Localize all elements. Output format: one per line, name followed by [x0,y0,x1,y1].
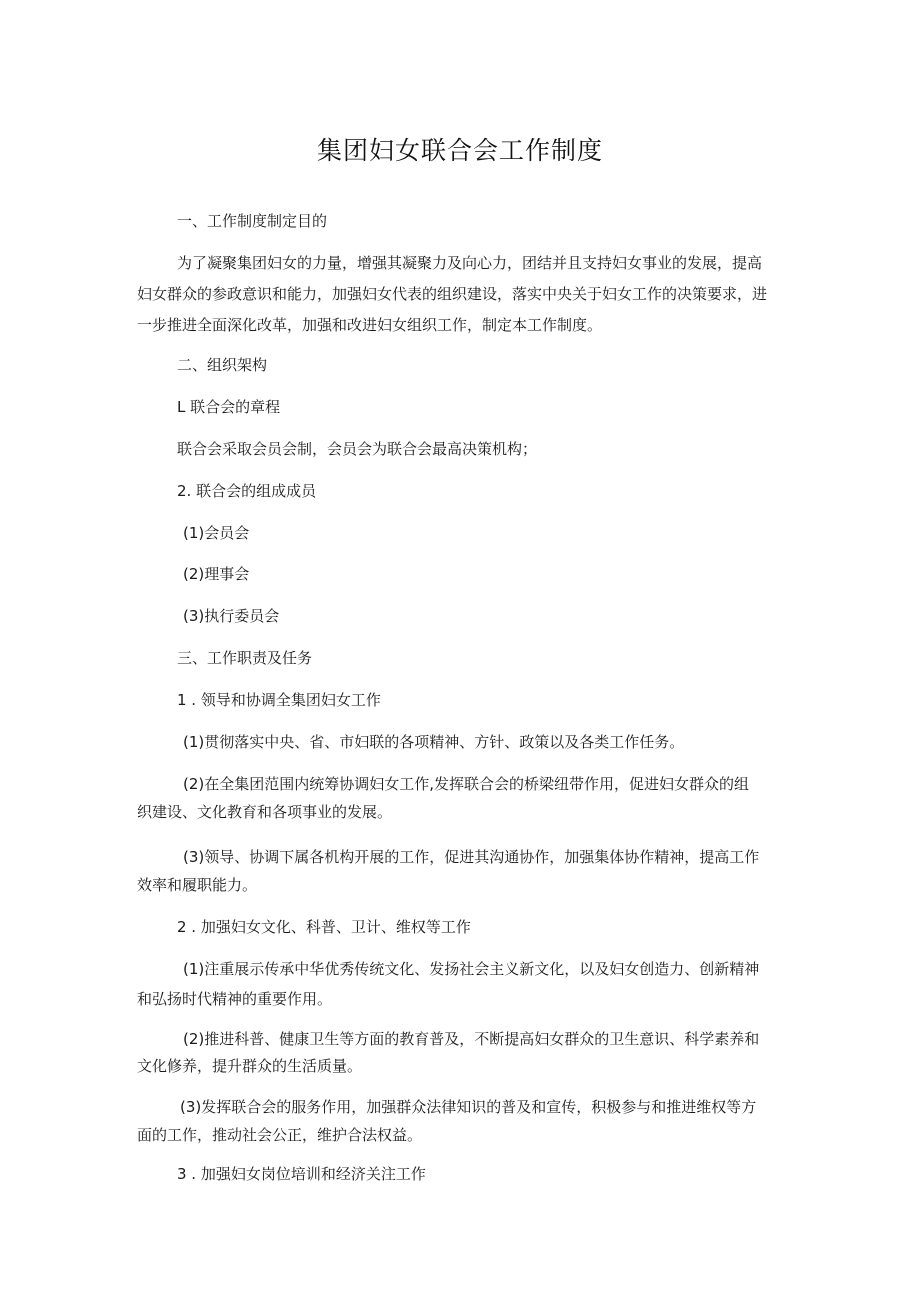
paragraph-line: 文化修养，提升群众的生活质量。 [137,1057,363,1075]
paragraph-line: 一步推进全面深化改革，加强和改进妇女组织工作，制定本工作制度。 [137,316,603,334]
paragraph-line: (3)领导、协调下属各机构开展的工作，促进其沟通协作，加强集体协作精神，提高工作 [183,848,760,866]
paragraph-line: 面的工作，推动社会公正，维护合法权益。 [137,1126,423,1144]
paragraph-line: 联合会采取会员会制，会员会为联合会最高决策机构； [177,440,538,458]
subsection-heading: 2. 联合会的组成成员 [177,482,317,500]
paragraph-line: (1)注重展示传承中华优秀传统文化、发扬社会主义新文化，以及妇女创造力、创新精神 [183,960,760,978]
paragraph-line: 为了凝聚集团妇女的力量，增强其凝聚力及向心力，团结并且支持妇女事业的发展，提高 [177,254,763,272]
paragraph-line: 织建设、文化教育和各项事业的发展。 [137,803,393,821]
paragraph-line: 和弘扬时代精神的重要作用。 [137,990,333,1008]
subsection-heading: L 联合会的章程 [177,398,281,416]
subsection-heading: 3 . 加强妇女岗位培训和经济关注工作 [177,1165,426,1183]
paragraph-line: (2)推进科普、健康卫生等方面的教育普及，不断提高妇女群众的卫生意识、科学素养和 [183,1030,760,1048]
list-item: (2)理事会 [183,565,250,583]
paragraph-line: 妇女群众的参政意识和能力，加强妇女代表的组织建设，落实中央关于妇女工作的决策要求，进 [137,285,768,303]
paragraph-line: (2)在全集团范围内统筹协调妇女工作,发挥联合会的桥梁纽带作用，促进妇女群众的组 [183,775,750,793]
subsection-heading: 2 . 加强妇女文化、科普、卫计、维权等工作 [177,918,471,936]
paragraph-line: 效率和履职能力。 [137,876,258,894]
section-heading-2: 二、组织架构 [177,356,268,374]
paragraph-line: (3)发挥联合会的服务作用，加强群众法律知识的普及和宣传，积极参与和推进维权等方 [180,1098,757,1116]
section-heading-1: 一、工作制度制定目的 [177,212,328,230]
list-item: (3)执行委员会 [183,607,280,625]
section-heading-3: 三、工作职责及任务 [177,649,313,667]
list-item: (1)会员会 [183,524,250,542]
paragraph-line: (1)贯彻落实中央、省、市妇联的各项精神、方针、政策以及各类工作任务。 [183,733,685,751]
subsection-heading: 1 . 领导和协调全集团妇女工作 [177,691,381,709]
document-title: 集团妇女联合会工作制度 [316,136,603,165]
